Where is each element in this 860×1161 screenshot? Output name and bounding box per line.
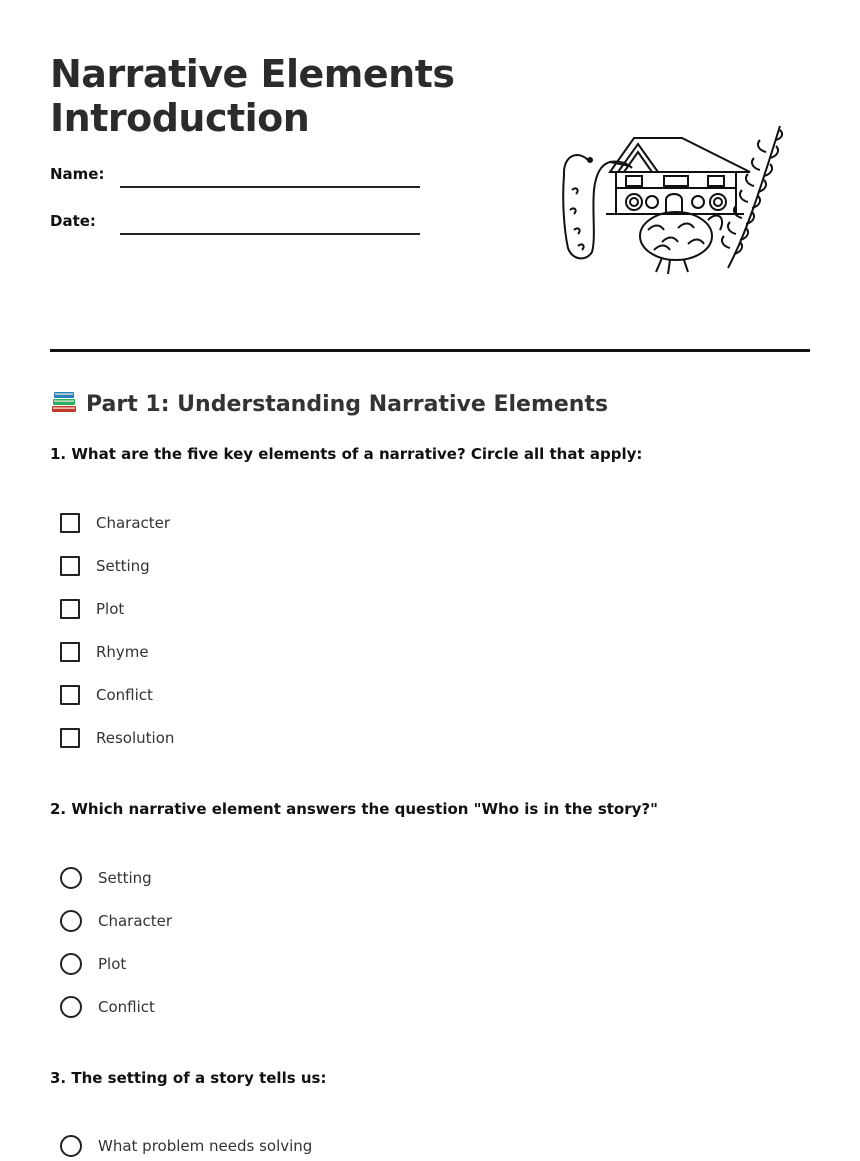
part1-heading (50, 388, 608, 420)
radio-button[interactable] (60, 910, 82, 932)
option-label: Character (96, 514, 171, 532)
q1-option-character[interactable] (60, 511, 170, 535)
checkbox[interactable] (60, 642, 80, 662)
checkbox[interactable] (60, 728, 80, 748)
page-title (50, 52, 455, 140)
name-label: Name: (50, 165, 105, 183)
checkbox[interactable] (60, 513, 80, 533)
house-peacock-fern-illustration-icon (558, 120, 784, 278)
radio-button[interactable] (60, 953, 82, 975)
q2-option-setting[interactable] (60, 866, 152, 890)
q1-option-plot[interactable] (60, 597, 124, 621)
option-label: Conflict (96, 686, 153, 704)
checkbox[interactable] (60, 685, 80, 705)
option-label: Setting (96, 557, 150, 575)
q3-option-problem[interactable] (60, 1134, 312, 1158)
option-label: Setting (98, 869, 152, 887)
title-line-2: Introduction (50, 96, 310, 140)
option-label: Plot (96, 600, 125, 618)
q1-option-setting[interactable] (60, 554, 150, 578)
checkbox[interactable] (60, 599, 80, 619)
option-label: Character (98, 912, 173, 930)
option-label: Resolution (96, 729, 175, 747)
q1-option-conflict[interactable] (60, 683, 153, 707)
section-divider (50, 349, 810, 352)
date-label: Date: (50, 212, 96, 230)
part1-title: Part 1: Understanding Narrative Elements (86, 392, 609, 417)
question-2-prompt: 2. Which narrative element answers the question "Who is in the story?" (50, 800, 658, 818)
option-label: Conflict (98, 998, 155, 1016)
question-3-prompt: 3. The setting of a story tells us: (50, 1069, 327, 1087)
option-label: Plot (98, 955, 127, 973)
title-line-1: Narrative Elements (50, 52, 455, 96)
books-icon (50, 388, 78, 414)
radio-button[interactable] (60, 1135, 82, 1157)
q2-option-character[interactable] (60, 909, 172, 933)
date-field[interactable] (120, 233, 420, 235)
radio-button[interactable] (60, 867, 82, 889)
name-field[interactable] (120, 186, 420, 188)
q1-option-rhyme[interactable] (60, 640, 149, 664)
option-label: Rhyme (96, 643, 149, 661)
checkbox[interactable] (60, 556, 80, 576)
q2-option-plot[interactable] (60, 952, 126, 976)
q1-option-resolution[interactable] (60, 726, 174, 750)
question-1-prompt: 1. What are the five key elements of a narrative? Circle all that apply: (50, 445, 643, 463)
option-label: What problem needs solving (98, 1137, 313, 1155)
q2-option-conflict[interactable] (60, 995, 155, 1019)
radio-button[interactable] (60, 996, 82, 1018)
